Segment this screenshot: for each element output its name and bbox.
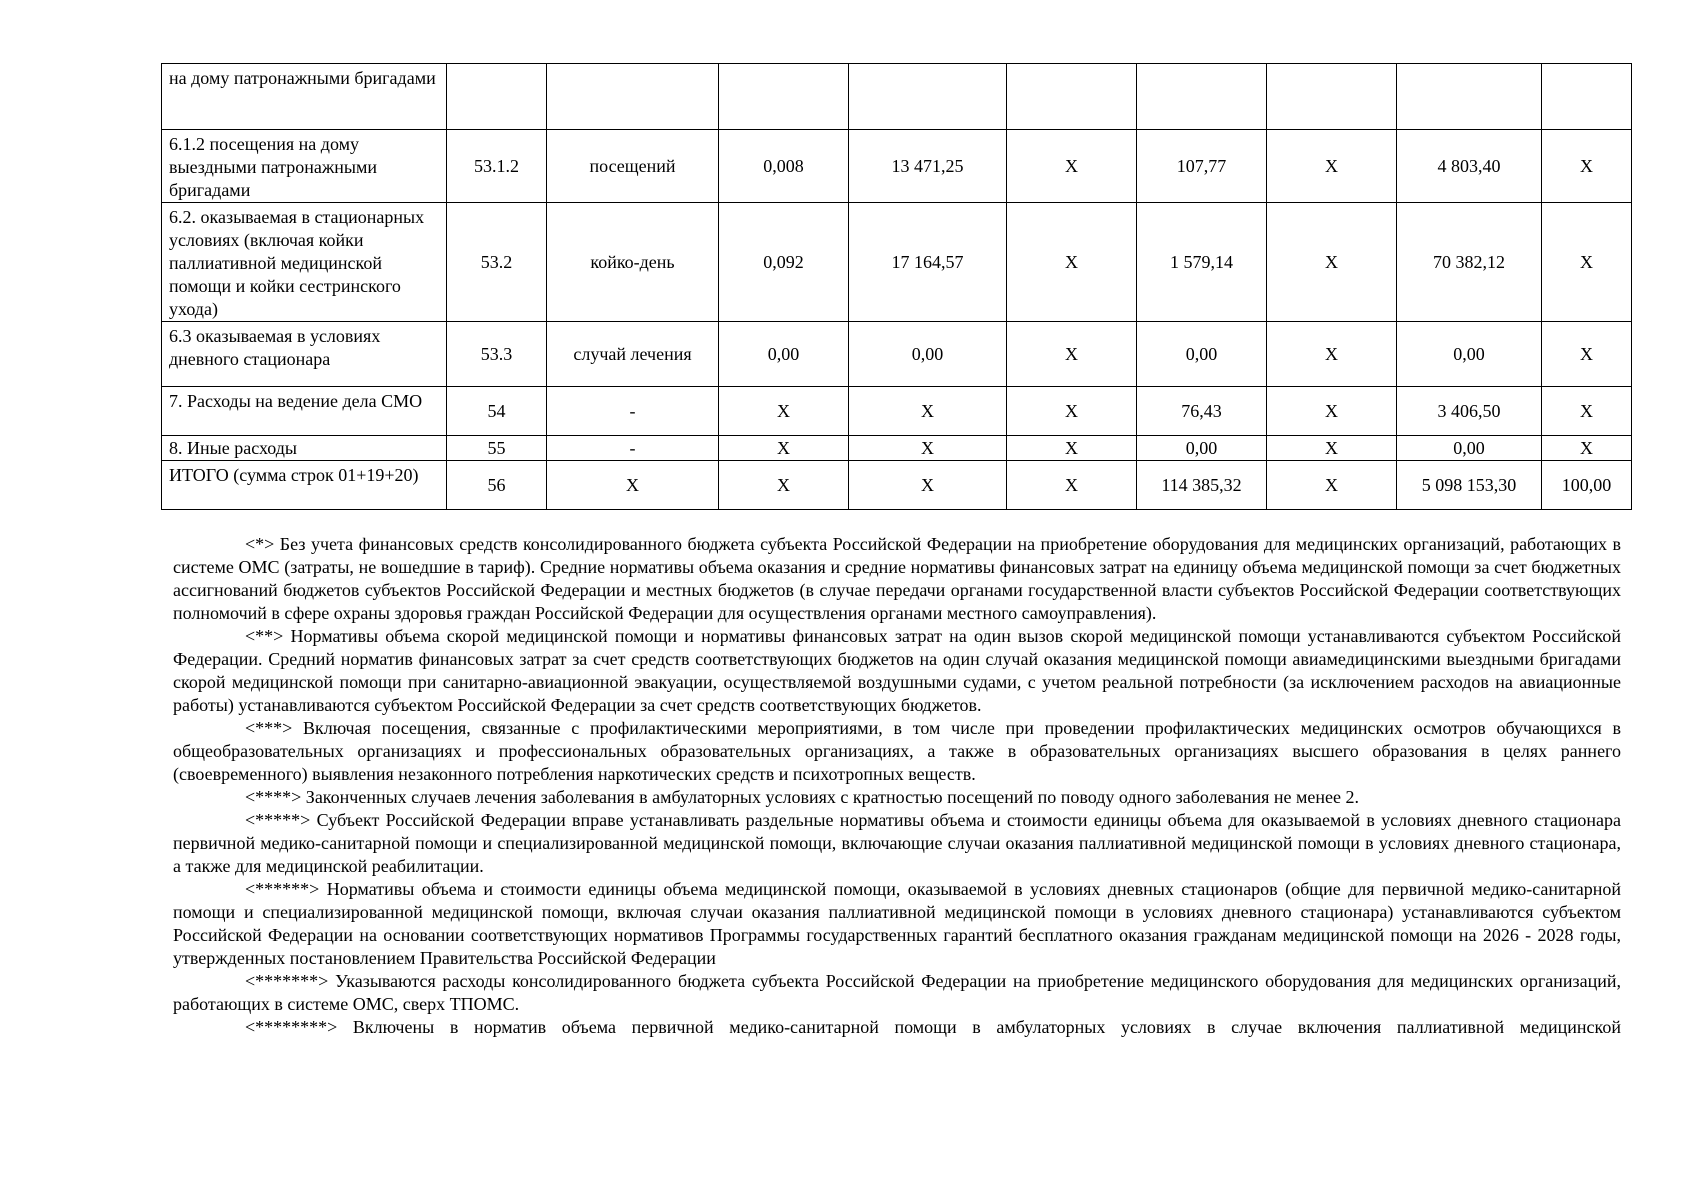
- row-name-cell: 8. Иные расходы: [162, 436, 447, 461]
- row-name-cell: ИТОГО (сумма строк 01+19+20): [162, 461, 447, 510]
- table-row: [162, 64, 1632, 130]
- row-unit-cell: -: [547, 387, 719, 436]
- row-cell: 13 471,25: [849, 130, 1007, 203]
- table-row: [162, 203, 1632, 322]
- row-code-cell: 55: [447, 436, 547, 461]
- row-cell: X: [1267, 322, 1397, 387]
- row-unit-cell: [547, 64, 719, 130]
- footnote: <*> Без учета финансовых средств консолидированного бюджета субъекта Российской Федерации на приобретение оборудования для медицинских организаций, работающих в системе ОМС (затраты, не вошедшие в тариф). Средние нормативы объема оказания и средние нормативы финансовых затрат на единицу объема медицинской помощи за счет бюджетных ассигнований бюджетов субъектов Российской Федерации и местных бюджетов (в случае передачи органами государственной власти субъектов Российской Федерации соответствующих полномочий в сфере охраны здоровья граждан Российской Федерации для осуществления органами местного самоуправления).: [173, 534, 1621, 623]
- row-unit-cell: койко-день: [547, 203, 719, 322]
- table-row: [162, 461, 1632, 510]
- row-cell: 114 385,32: [1137, 461, 1267, 510]
- row-cell: X: [1542, 203, 1632, 322]
- row-cell: 1 579,14: [1137, 203, 1267, 322]
- row-cell: [1397, 64, 1542, 130]
- row-cell: 0,00: [1397, 436, 1542, 461]
- footnote: <******> Нормативы объема и стоимости единицы объема медицинской помощи, оказываемой в условиях дневных стационаров (общие для первичной медико-санитарной помощи и специализированной медицинской помощи, включая случаи оказания паллиативной медицинской помощи в условиях дневного стационара) устанавливаются субъектом Российской Федерации на основании соответствующих нормативов Программы государственных гарантий бесплатного оказания гражданам медицинской помощи на 2026 - 2028 годы, утвержденных постановлением Правительства Российской Федерации: [173, 879, 1621, 968]
- row-cell: 70 382,12: [1397, 203, 1542, 322]
- table-row: [162, 436, 1632, 461]
- footnote: <****> Законченных случаев лечения заболевания в амбулаторных условиях с кратностью посещений по поводу одного заболевания не менее 2.: [245, 787, 1360, 807]
- row-cell: X: [849, 461, 1007, 510]
- row-name-cell: 6.1.2 посещения на дому выездными патронажными бригадами: [162, 130, 447, 203]
- row-cell: X: [1267, 436, 1397, 461]
- row-cell: X: [1542, 436, 1632, 461]
- row-cell: X: [1542, 130, 1632, 203]
- row-cell: 0,00: [1137, 436, 1267, 461]
- row-unit-cell: -: [547, 436, 719, 461]
- row-cell: 0,00: [719, 322, 849, 387]
- row-cell: [1542, 64, 1632, 130]
- footnote: <**> Нормативы объема скорой медицинской помощи и нормативы финансовых затрат на один вызов скорой медицинской помощи устанавливаются субъектом Российской Федерации. Средний норматив финансовых затрат за счет средств соответствующих бюджетов на один случай оказания медицинской помощи авиамедицинскими выездными бригадами скорой медицинской помощи при санитарно-авиационной эвакуации, осуществляемой воздушными судами, с учетом реальной потребности (за исключением расходов на авиационные работы) устанавливаются субъектом Российской Федерации за счет средств соответствующих бюджетов.: [173, 626, 1621, 715]
- table-row: [162, 322, 1632, 387]
- row-cell: 0,00: [1137, 322, 1267, 387]
- row-cell: [1137, 64, 1267, 130]
- financing-table: [161, 63, 1632, 510]
- row-cell: X: [719, 436, 849, 461]
- row-cell: X: [1267, 203, 1397, 322]
- footnote: <***> Включая посещения, связанные с профилактическими мероприятиями, в том числе при проведении профилактических медицинских осмотров обучающихся в общеобразовательных организациях и профессиональных образовательных организациях, а также в образовательных организациях высшего образования в целях раннего (своевременного) выявления незаконного потребления наркотических средств и психотропных веществ.: [173, 718, 1621, 784]
- row-cell: 107,77: [1137, 130, 1267, 203]
- row-cell: [1267, 64, 1397, 130]
- row-unit-cell: посещений: [547, 130, 719, 203]
- row-code-cell: 53.1.2: [447, 130, 547, 203]
- row-cell: X: [1007, 203, 1137, 322]
- row-cell: 0,092: [719, 203, 849, 322]
- row-cell: 17 164,57: [849, 203, 1007, 322]
- row-cell: 0,00: [849, 322, 1007, 387]
- table-row: [162, 130, 1632, 203]
- row-cell: X: [849, 436, 1007, 461]
- row-cell: 5 098 153,30: [1397, 461, 1542, 510]
- row-cell: X: [1267, 130, 1397, 203]
- footnotes: [173, 533, 1621, 1039]
- row-cell: X: [719, 461, 849, 510]
- row-name-cell: на дому патронажными бригадами: [162, 64, 447, 130]
- footnote: <*****> Субъект Российской Федерации вправе устанавливать раздельные нормативы объема и стоимости единицы объема для оказываемой в условиях дневного стационара первичной медико-санитарной помощи и специализированной медицинской помощи, включающие случаи оказания паллиативной медицинской помощи в условиях дневного стационара, а также для медицинской реабилитации.: [173, 810, 1621, 876]
- row-cell: X: [1267, 387, 1397, 436]
- row-cell: X: [1542, 322, 1632, 387]
- row-cell: X: [1007, 387, 1137, 436]
- row-cell: X: [1007, 322, 1137, 387]
- row-cell: 76,43: [1137, 387, 1267, 436]
- row-cell: X: [1542, 387, 1632, 436]
- row-code-cell: 56: [447, 461, 547, 510]
- row-cell: X: [849, 387, 1007, 436]
- row-name-cell: 6.3 оказываемая в условиях дневного стационара: [162, 322, 447, 387]
- row-name-cell: 6.2. оказываемая в стационарных условиях (включая койки паллиативной медицинской помощи и койки сестринского ухода): [162, 203, 447, 322]
- row-cell: [849, 64, 1007, 130]
- table-row: [162, 387, 1632, 436]
- footnote: <********> Включены в норматив объема первичной медико-санитарной помощи в амбулаторных условиях в случае включения паллиативной медицинской: [245, 1017, 1621, 1037]
- row-cell: 0,00: [1397, 322, 1542, 387]
- row-cell: X: [1267, 461, 1397, 510]
- row-code-cell: 53.2: [447, 203, 547, 322]
- row-cell: 0,008: [719, 130, 849, 203]
- row-unit-cell: случай лечения: [547, 322, 719, 387]
- row-cell: 3 406,50: [1397, 387, 1542, 436]
- row-cell: [1007, 64, 1137, 130]
- row-cell: X: [1007, 461, 1137, 510]
- row-cell: X: [1007, 130, 1137, 203]
- row-cell: X: [1007, 436, 1137, 461]
- row-name-cell: 7. Расходы на ведение дела СМО: [162, 387, 447, 436]
- footnote: <*******> Указываются расходы консолидированного бюджета субъекта Российской Федерации на приобретение медицинского оборудования для медицинских организаций, работающих в системе ОМС, сверх ТПОМС.: [173, 971, 1621, 1014]
- row-code-cell: [447, 64, 547, 130]
- row-code-cell: 54: [447, 387, 547, 436]
- row-unit-cell: X: [547, 461, 719, 510]
- row-cell: 100,00: [1542, 461, 1632, 510]
- row-code-cell: 53.3: [447, 322, 547, 387]
- row-cell: X: [719, 387, 849, 436]
- row-cell: 4 803,40: [1397, 130, 1542, 203]
- row-cell: [719, 64, 849, 130]
